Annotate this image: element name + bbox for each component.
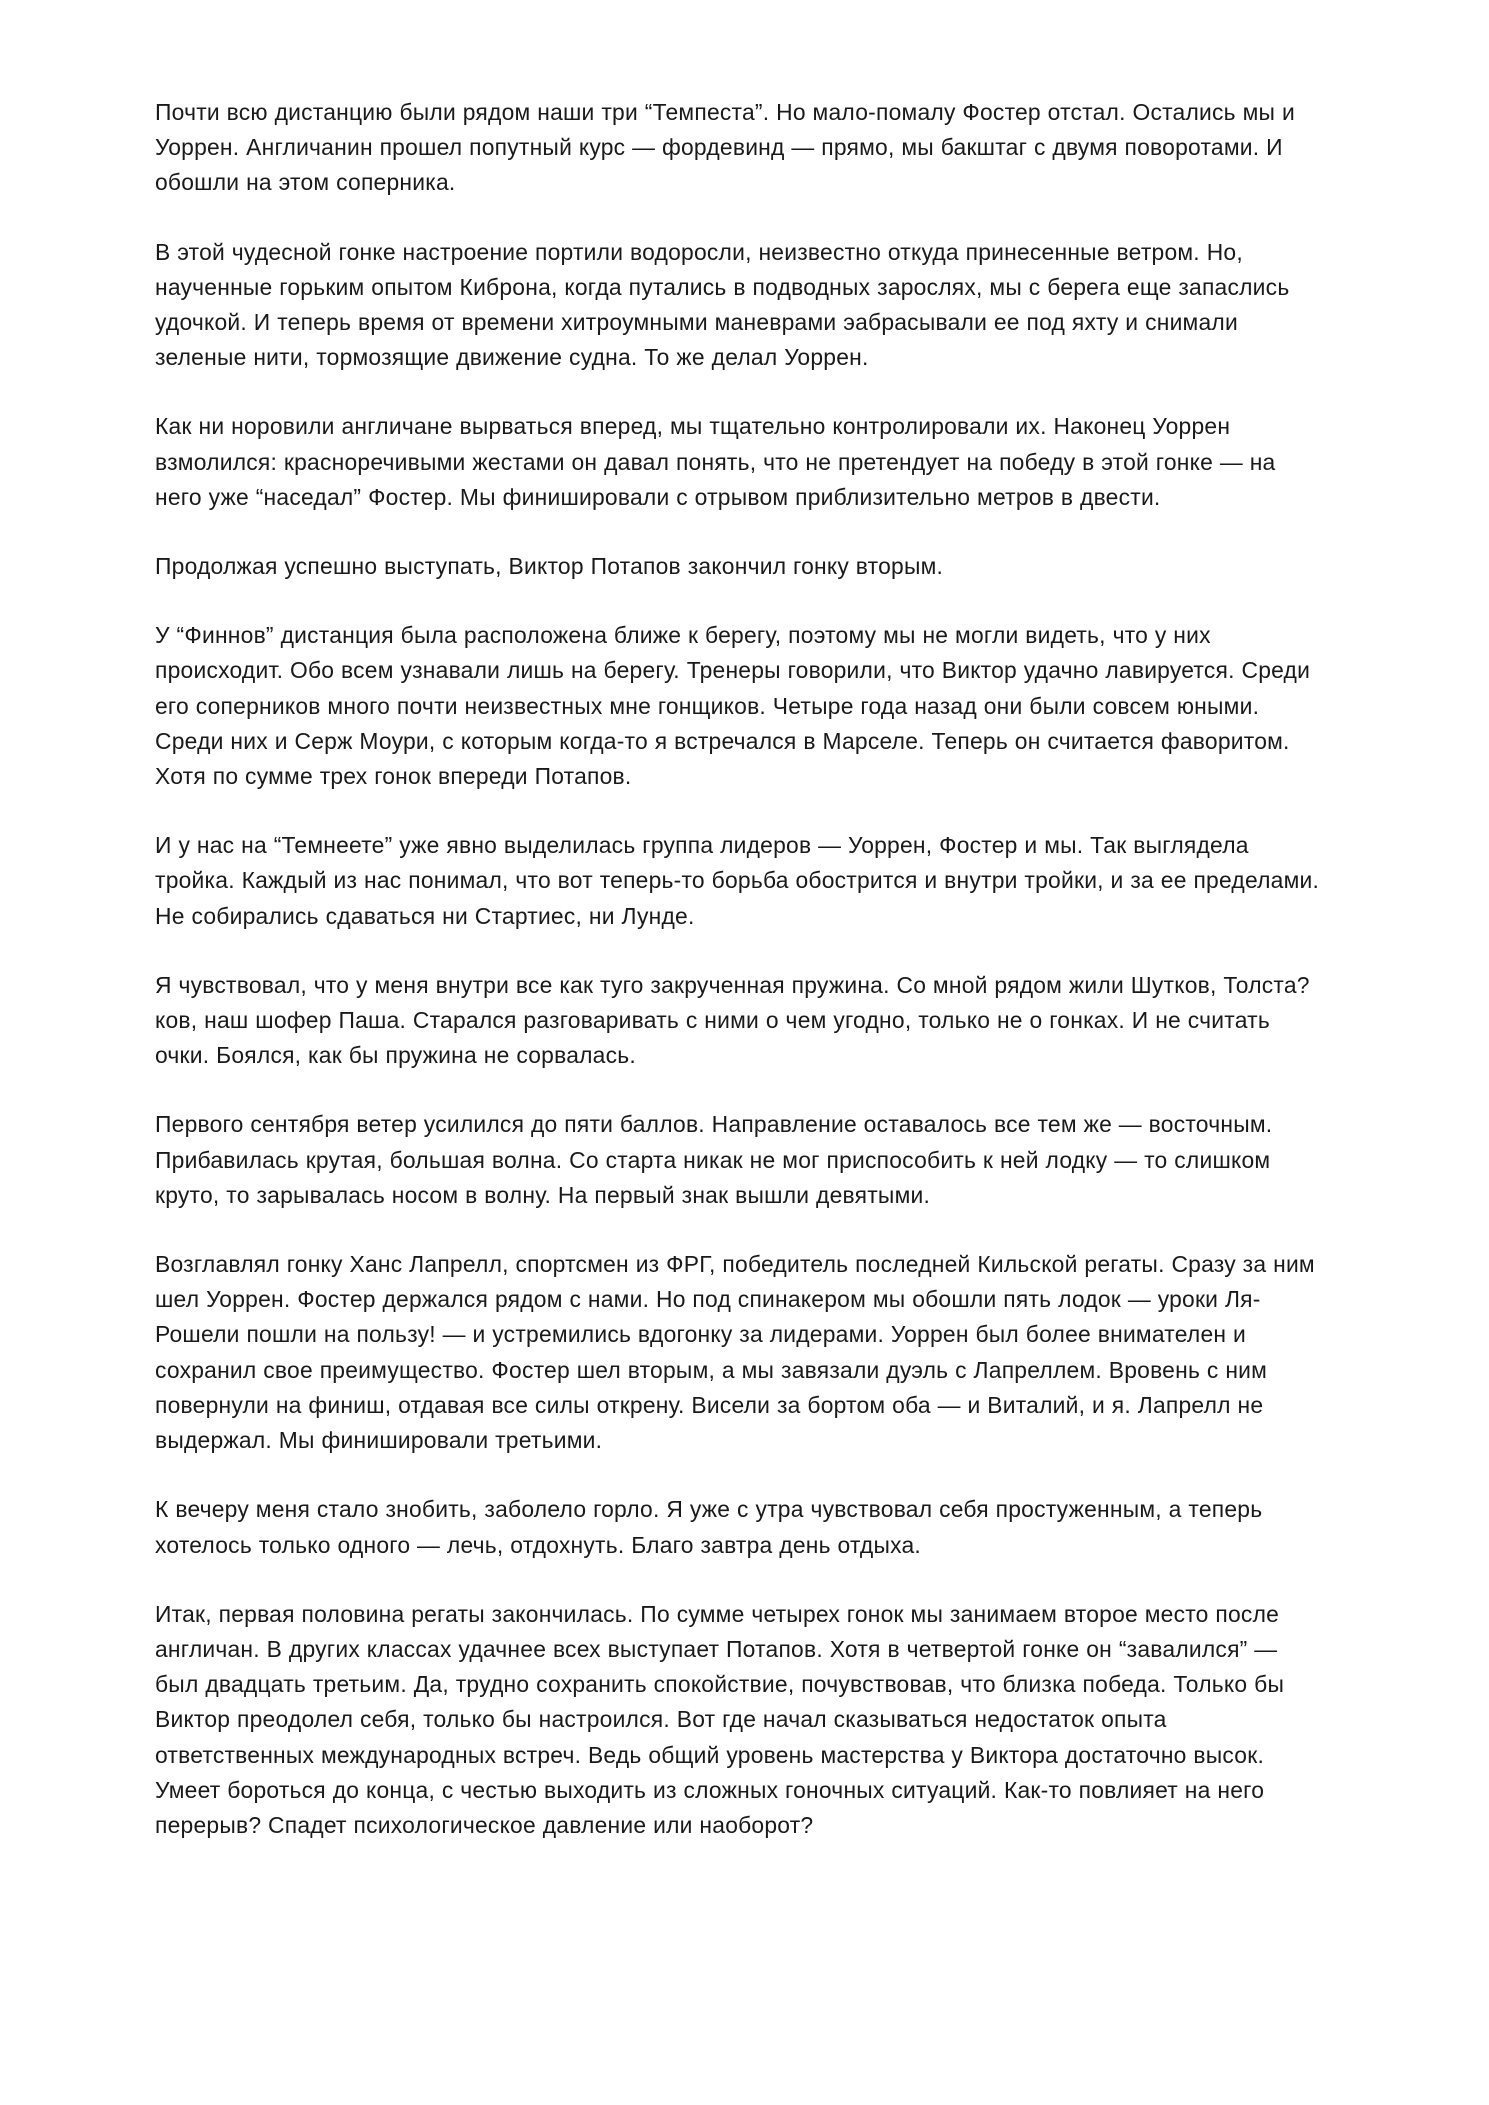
paragraph-7: Я чувствовал, что у меня внутри все как туго закрученная пружина. Со мной рядом жили Шутков, Толста? ков, наш шофер Паша. Старался разговаривать с ними о чем угодно, только не о гонках. И не считать очки. Боялся, как бы пружина не сорвалась. [155,971,1317,1069]
paragraph-4: Продолжая успешно выступать, Виктор Потапов закончил гонку вторым. [155,553,944,580]
paragraph-8: Первого сентября ветер усилился до пяти баллов. Направление оставалось все тем же — восточным. Прибавилась крутая, большая волна. Со старта никак не мог приспособить к ней лодку — то слишком круто, то зарывалась носом в волну. На первый знак вышли девятыми. [155,1111,1280,1208]
paragraph-1: Почти всю дистанцию были рядом наши три “Темпеста”. Но мало-помалу Фостер отстал. Остались мы и Уоррен. Англичанин прошел попутный курс — фордевинд — прямо, мы бакштаг с двумя поворотами. И обошли на этом соперника. [155,99,1302,196]
paragraph-9: Возглавлял гонку Ханс Лапрелл, спортсмен из ФРГ, победитель последней Кильской регаты. Сразу за ним шел Уоррен. Фостер держался рядом с нами. Но под спинакером мы обошли пять лодок — уроки Ля-Рошели пошли на пользу! — и устремились вдогонку за лидерами. Уоррен был более внимателен и сохранил свое преимущество. Фостер шел вторым, а мы завязали дуэль с Лапреллем. Вровень с ним повернули на финиш, отдавая все силы открену. Висели за бортом оба — и Виталий, и я. Лапрелл не выдержал. Мы финишировали третьими. [155,1251,1322,1454]
paragraph-3: Как ни норовили англичане вырваться вперед, мы тщательно контролировали их. Наконец Уоррен взмолился: красноречивыми жестами он давал понять, что не претендует на победу в этой гонке — на него уже “наседал” Фостер. Мы финишировали с отрывом приблизительно метров в двести. [155,413,1283,510]
paragraph-11: Итак, первая половина регаты закончилась. По сумме четырех гонок мы занимаем второе место после англичан. В других классах удачнее всех выступает Потапов. Хотя в четвертой гонке он “завалился” — был двадцать третьим. Да, трудно сохранить спокойствие, почувствовав, что близка победа. Только бы Виктор преодолел себя, только бы настроился. Вот где начал сказываться недостаток опыта ответственных международных встреч. Ведь общий уровень мастерства у Виктора достаточно высок. Умеет бороться до конца, с честью выходить из сложных гоночных ситуаций. Как-то повлияет на него перерыв? Спадет психологическое давление или наоборот? [155,1600,1291,1838]
paragraph-2: В этой чудесной гонке настроение портили водоросли, неизвестно откуда принесенные ветром. Но, наученные горьким опытом Киброна, когда путались в подводных зарослях, мы с берега еще запаслись удочкой. И теперь время от времени хитроумными маневрами эабрасывали ее под яхту и снимали зеленые нити, тормозящие движение судна. То же делал Уоррен. [155,238,1297,371]
paragraph-5: У “Финнов” дистанция была расположена ближе к берегу, поэтому мы не могли видеть, что у них происходит. Обо всем узнавали лишь на берегу. Тренеры говорили, что Виктор удачно лавируется. Среди его соперников много почти неизвестных мне гонщиков. Четыре года назад они были совсем юными. Среди них и Серж Моури, с которым когда-то я встречался в Марселе. Теперь он считается фаворитом. Хотя по сумме трех гонок впереди Потапов. [155,622,1317,790]
paragraph-10: К вечеру меня стало знобить, заболело горло. Я уже с утра чувствовал себя простуженным, а теперь хотелось только одного — лечь, отдохнуть. Благо завтра день отдыха. [155,1496,1270,1558]
paragraph-6: И у нас на “Темнеете” уже явно выделилась группа лидеров — Уоррен, Фостер и мы. Так выглядела тройка. Каждый из нас понимал, что вот теперь-то борьба обострится и внутри тройки, и за ее пределами. Не собирались сдаваться ни Стартиес, ни Лунде. [155,832,1326,929]
body-text-column [155,95,1340,1843]
